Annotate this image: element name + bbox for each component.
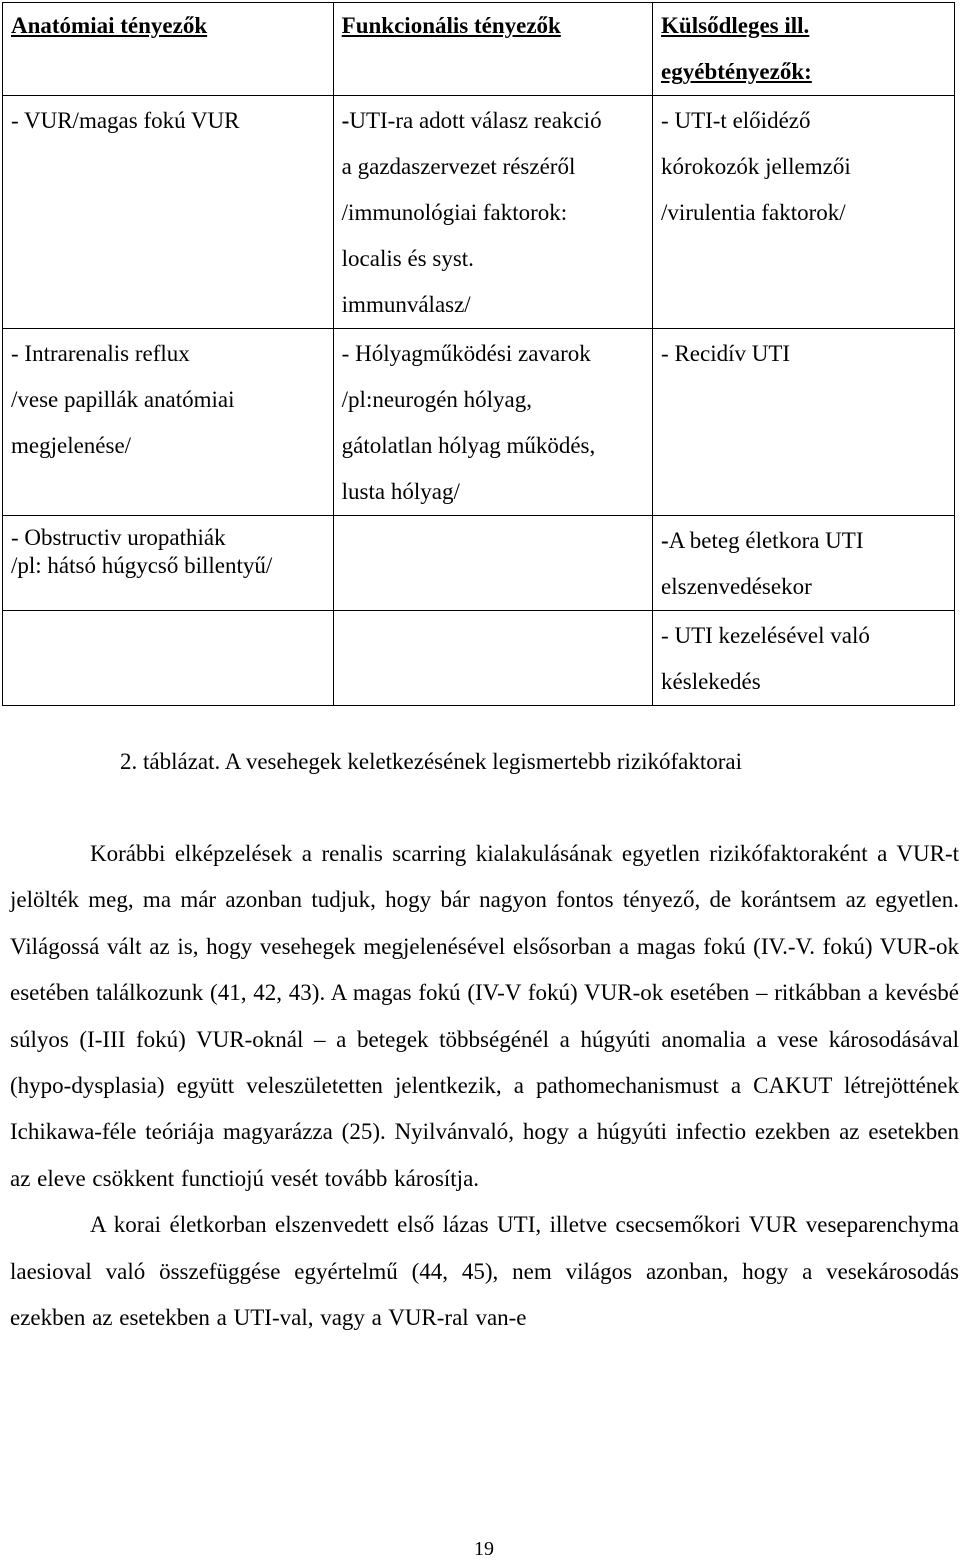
cell-line: lusta hólyag/ xyxy=(341,479,460,504)
header-functional: Funkcionális tényezők xyxy=(333,3,652,96)
cell-line: elszenvedésekor xyxy=(661,574,812,599)
cell-line: -A beteg életkora UTI xyxy=(661,528,864,553)
paragraph: A korai életkorban elszenvedett első lázas UTI, illetve csecsemőkori VUR veseparenchyma laesioval való összefüggése egyértelmű (44, 45), nem világos azonban, hogy a vesekárosodás ezekben az esetekben a UTI-val, vagy a VUR-ral van-e xyxy=(10,1212,959,1331)
cell-line: /virulentia faktorok/ xyxy=(661,200,846,225)
cell-line: kórokozók jellemzői xyxy=(661,154,851,179)
table-cell xyxy=(653,611,955,706)
cell-line: a gazdaszervezet részéről xyxy=(341,154,576,179)
cell-line: - Hólyagműködési zavarok xyxy=(341,341,591,366)
table-cell xyxy=(3,96,334,329)
table-cell xyxy=(653,516,955,611)
header-external: Külsődleges ill. egyébtényezők: xyxy=(653,3,955,96)
cell-line: megjelenése/ xyxy=(11,433,132,458)
cell-line: immunválasz/ xyxy=(341,292,471,317)
cell-line: localis és syst. xyxy=(341,246,474,271)
table-header-row xyxy=(3,3,955,96)
risk-factor-table xyxy=(2,2,955,706)
table-cell xyxy=(653,329,955,516)
table-cell xyxy=(333,329,652,516)
table-caption: 2. táblázat. A vesehegek keletkezésének legismertebb rizikófaktorai xyxy=(120,749,743,774)
paragraph: Korábbi elképzelések a renalis scarring kialakulásának egyetlen rizikófaktoraként a VUR-t jelölték meg, ma már azonban tudjuk, hogy bár nagyon fontos tényező, de korántsem az egyetlen. Világossá vált az is, hogy vesehegek megjelenésével elsősorban a magas fokú (IV.-V. fokú) VUR-ok esetében találkozunk (41, 42, 43). A magas fokú (IV-V fokú) VUR-ok esetében – ritkábban a kevésbé súlyos (I-III fokú) VUR-oknál – a betegek többségénél a húgyúti anomalia a vese károsodásával (hypo-dysplasia) együtt veleszületetten jelentkezik, a pathomechanismust a CAKUT létrejöttének Ichikawa-féle teóriája magyarázza (25). Nyilvánvaló, hogy a húgyúti infectio ezekben az esetekben az eleve csökkent functiojú vesét tovább károsítja. xyxy=(10,841,959,1191)
cell-line: - UTI kezelésével való xyxy=(661,623,870,648)
table-cell xyxy=(333,516,652,611)
table-cell xyxy=(3,329,334,516)
table-row xyxy=(3,96,955,329)
table-cell xyxy=(653,96,955,329)
cell-line: /vese papillák anatómiai xyxy=(11,387,235,412)
cell-line: /pl:neurogén hólyag, xyxy=(341,387,533,412)
cell-line: - VUR/magas fokú VUR xyxy=(11,108,240,133)
cell-line: -UTI-ra adott válasz reakció xyxy=(341,108,602,133)
cell-line: késlekedés xyxy=(661,669,761,694)
header-anatomical: Anatómiai tényezők xyxy=(3,3,334,96)
cell-line: - Obstructiv uropathiák xyxy=(11,525,226,550)
cell-line: - Intrarenalis reflux xyxy=(11,341,190,366)
cell-line: - Recidív UTI xyxy=(661,341,791,366)
page-number: 19 xyxy=(474,1538,494,1560)
table-cell xyxy=(3,611,334,706)
table-row xyxy=(3,516,955,611)
table-cell xyxy=(333,611,652,706)
table-cell xyxy=(3,516,334,611)
cell-line: gátolatlan hólyag működés, xyxy=(341,433,596,458)
table-cell xyxy=(333,96,652,329)
cell-line: /immunológiai faktorok: xyxy=(341,200,568,225)
cell-line: - UTI-t előidéző xyxy=(661,108,811,133)
table-row xyxy=(3,611,955,706)
body-text xyxy=(10,831,959,1341)
table-row xyxy=(3,329,955,516)
cell-line: /pl: hátsó húgycső billentyű/ xyxy=(11,553,273,578)
